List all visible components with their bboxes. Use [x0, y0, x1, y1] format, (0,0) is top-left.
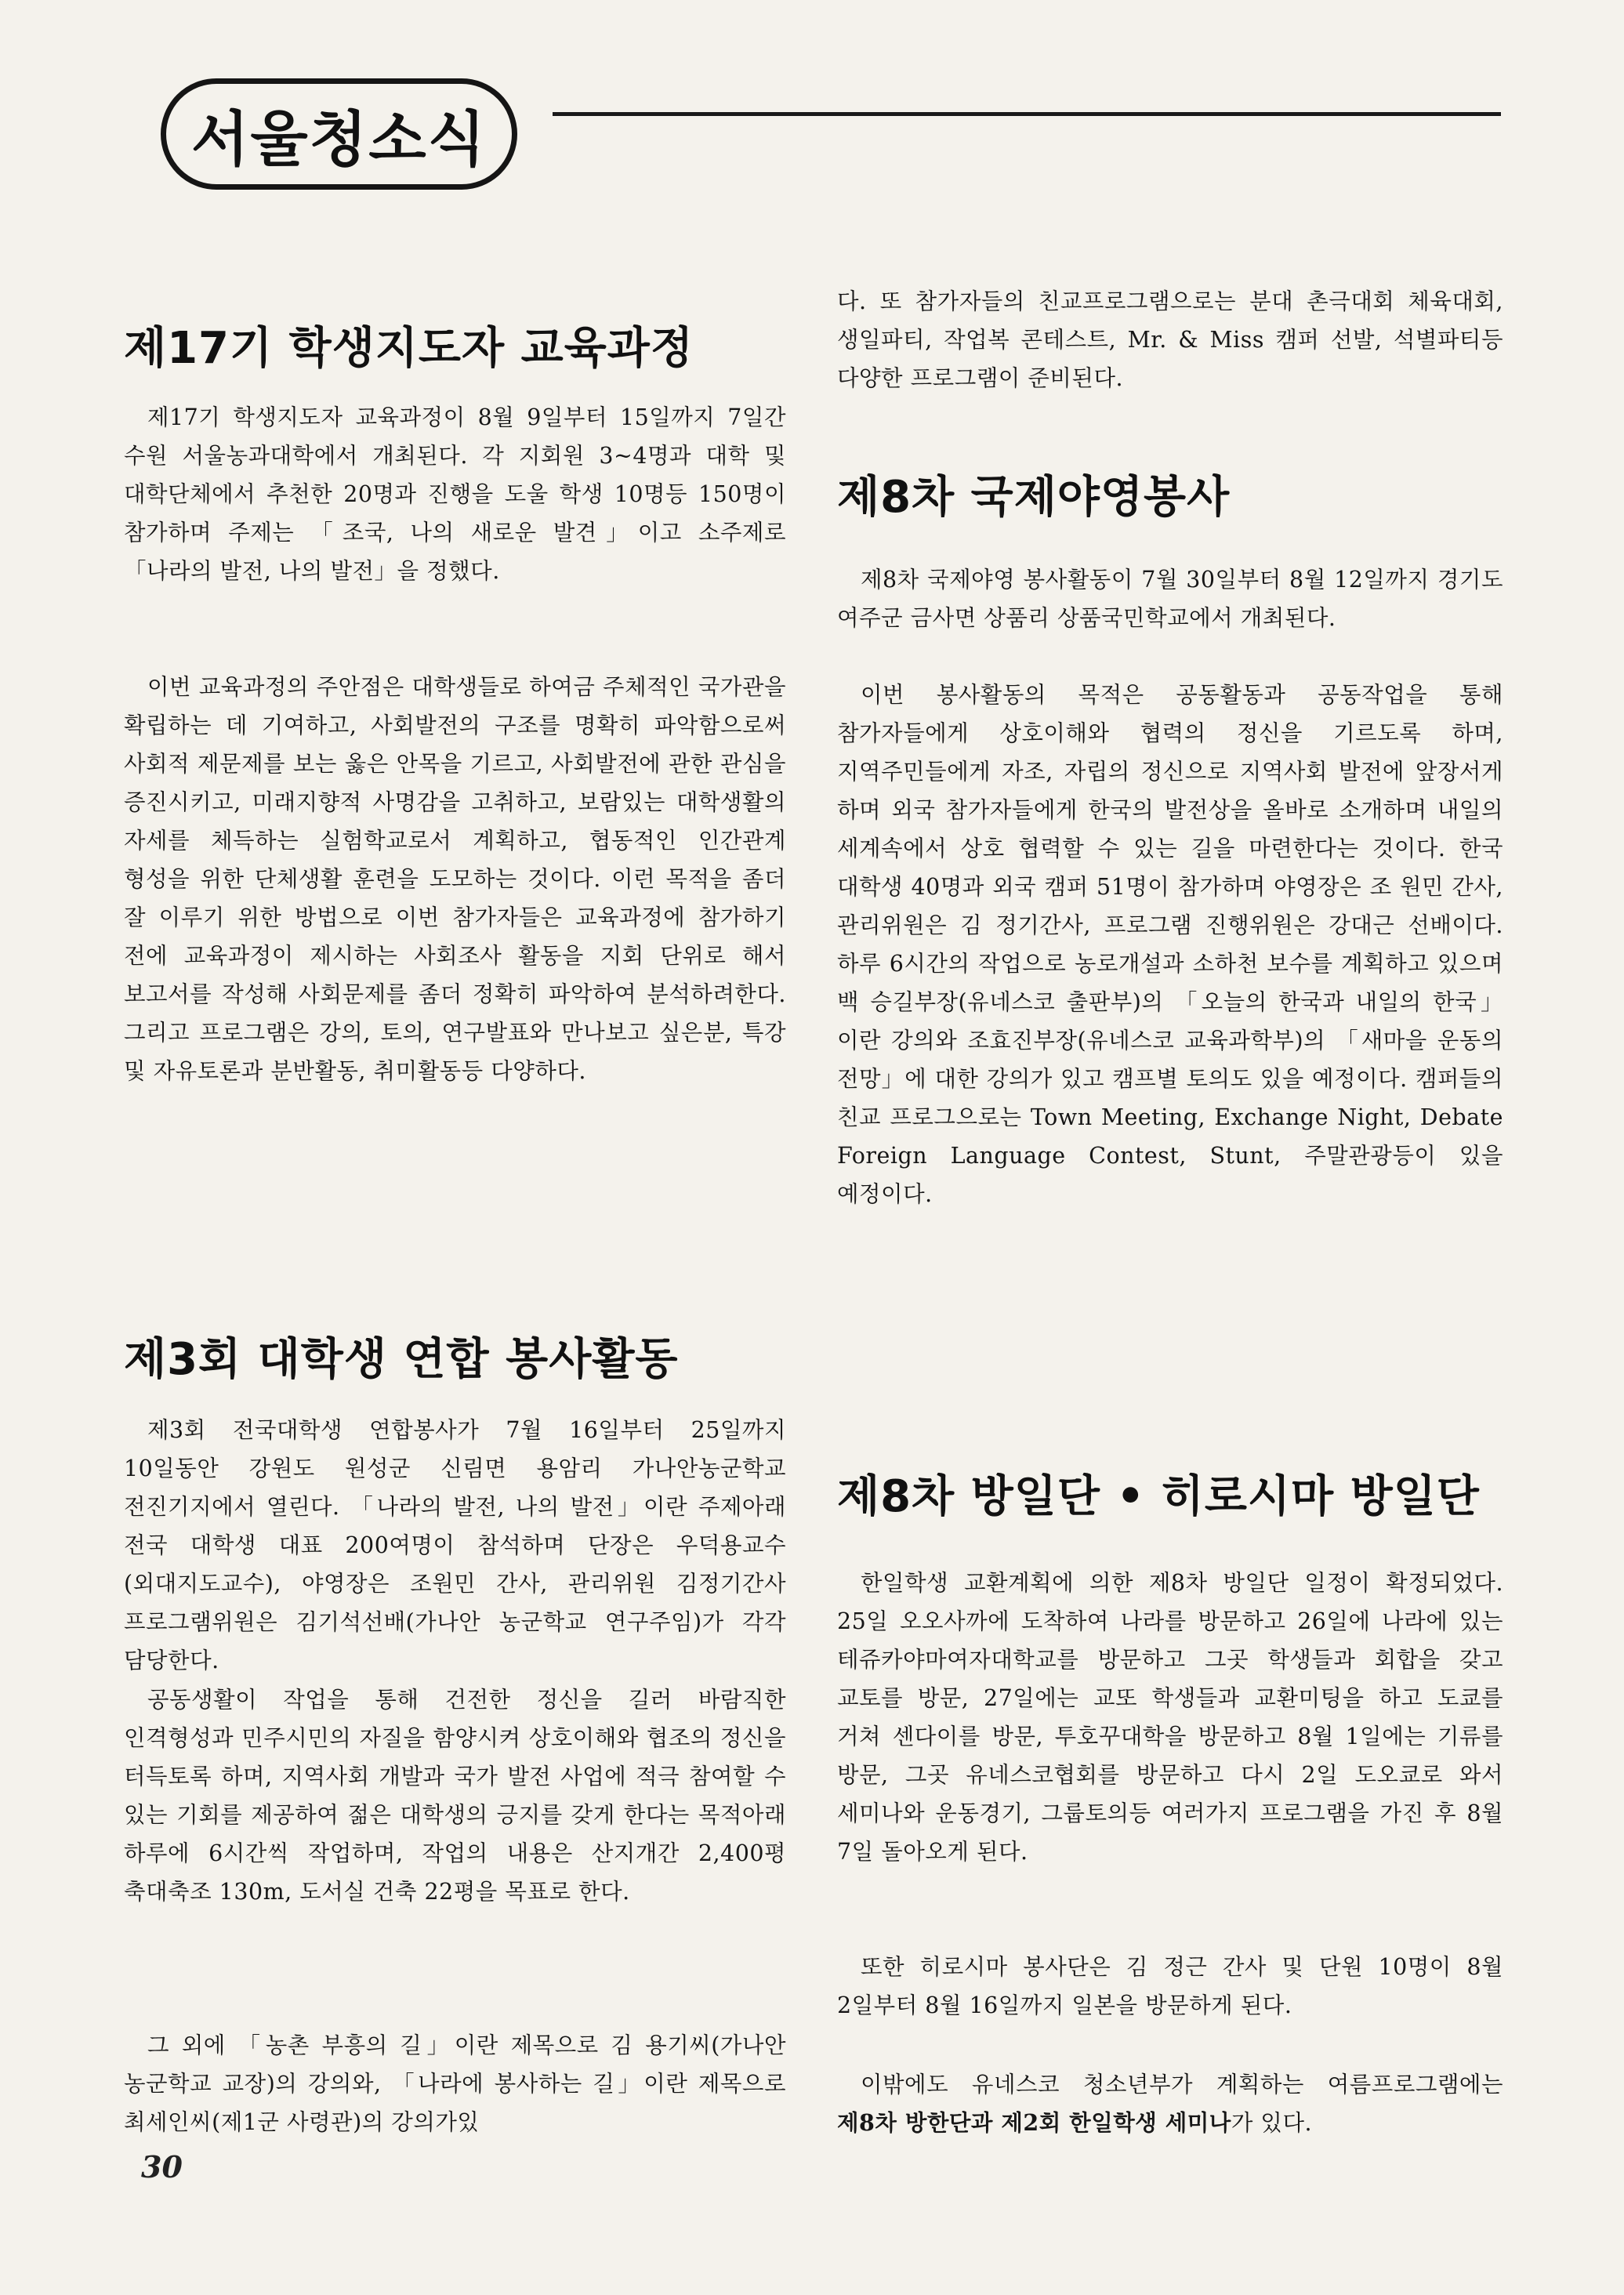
section-heading-international-camp: 제8차 국제야영봉사	[837, 472, 1231, 523]
masthead-badge	[161, 78, 517, 190]
masthead-rule	[553, 112, 1501, 116]
paragraph-volunteer-overview: 제3회 전국대학생 연합봉사가 7월 16일부터 25일까지 10일동안 강원도 원성군 신림면 용암리 가나안농군학교 전진기지에서 열린다. 「나라의 발전, 나의 발전」이란 주제아래 전국 대학생 대표 200여명이 참석하며 단장은 우덕용교수(외대지도교수), 야영장은 조원민 간사, 관리위원 김정기간사 프로그램위원은 김기석선배(가나안 농군학교 연구주임)가 각각 담당한다.	[124, 1417, 786, 1673]
section-heading-student-leader-course: 제17기 학생지도자 교육과정	[124, 323, 694, 374]
paragraph-course-goals: 이번 교육과정의 주안점은 대학생들로 하여금 주체적인 국가관을 확립하는 데 기여하고, 사회발전의 구조를 명확히 파악함으로써 사회적 제문제를 보는 옳은 안목을 기르고, 사회발전에 관한 관심을 증진시키고, 미래지향적 사명감을 고취하고, 보람있는 대학생활의 자세를 체득하는 실험학교로서 계획하고, 협동적인 인간관계 형성을 위한 단체생활 훈련을 도모하는 것이다. 이런 목적을 좀더 잘 이루기 위한 방법으로 이번 참가자들은 교육과정에 참가하기 전에 교육과정이 제시하는 사회조사 활동을 지회 단위로 해서 보고서를 작성해 사회문제를 좀더 정확히 파악하여 분석하려한다. 그리고 프로그램은 강의, 토의, 연구발표와 만나보고 싶은분, 특강 및 자유토론과 분반활동, 취미활동등 다양하다.	[124, 674, 786, 1084]
section-heading-japan-visit: 제8차 방일단 • 히로시마 방일단	[837, 1471, 1480, 1522]
closing-text-highlight: 제8차 방한단과 제2회 한일학생 세미나	[837, 2109, 1231, 2136]
page-number: 30	[141, 2149, 183, 2184]
paragraph-course-overview: 제17기 학생지도자 교육과정이 8월 9일부터 15일까지 7일간 수원 서울농과대학에서 개최된다. 각 지회원 3~4명과 대학 및 대학단체에서 추천한 20명과 진행을 도울 학생 10명등 150명이 참가하며 주제는 「조국, 나의 새로운 발견」이고 소주제로 「나라의 발전, 나의 발전」을 정했다.	[124, 404, 786, 584]
paragraph-japan-itinerary: 한일학생 교환계획에 의한 제8차 방일단 일정이 확정되었다. 25일 오오사까에 도착하여 나라를 방문하고 26일에 나라에 있는 테쥬카야마여자대학교를 방문하고 그곳 학생들과 회합을 갖고 교토를 방문, 27일에는 교또 학생들과 교환미팅을 하고 도쿄를 거쳐 센다이를 방문, 투호꾸대학을 방문하고 8월 1일에는 기류를 방문, 그곳 유네스코협회를 방문하고 다시 2일 도오쿄로 와서 세미나와 운동경기, 그룹토의등 여러가지 프로그램을 가진 후 8월 7일 돌아오게 된다.	[837, 1570, 1503, 1865]
closing-text-suffix: 가 있다.	[1231, 2110, 1313, 2136]
paragraph-closing	[837, 2065, 1503, 2142]
paragraph-camp-goals: 이번 봉사활동의 목적은 공동활동과 공동작업을 통해 참가자들에게 상호이해와 협력의 정신을 기르도록 하며, 지역주민들에게 자조, 자립의 정신으로 지역사회 발전에 앞장서게 하며 외국 참가자들에게 한국의 발전상을 올바로 소개하며 내일의 세계속에서 상호 협력할 수 있는 길을 마련한다는 것이다. 한국 대학생 40명과 외국 캠퍼 51명이 참가하며 야영장은 조 원민 간사, 관리위원은 김 정기간사, 프로그램 진행위원은 강대근 선배이다. 하루 6시간의 작업으로 농로개설과 소하천 보수를 계획하고 있으며 백 승길부장(유네스코 출판부)의 「오늘의 한국과 내일의 한국」이란 강의와 조효진부장(유네스코 교육과학부)의 「새마을 운동의 전망」에 대한 강의가 있고 캠프별 토의도 있을 예정이다. 캠퍼들의 친교 프로그으로는 Town Meeting, Exchange Night, Debate Foreign Language Contest, Stunt, 주말관광등이 있을 예정이다.	[837, 682, 1503, 1207]
closing-text-prefix: 이밖에도 유네스코 청소년부가 계획하는 여름프로그램에는	[861, 2072, 1503, 2097]
paragraph-hiroshima: 또한 히로시마 봉사단은 김 정근 간사 및 단원 10명이 8월 2일부터 8월 16일까지 일본을 방문하게 된다.	[837, 1954, 1503, 2018]
paragraph-continuation: 다. 또 참가자들의 친교프로그램으로는 분대 촌극대회 체육대회, 생일파티, 작업복 콘테스트, Mr. & Miss 캠퍼 선발, 석별파티등 다양한 프로그램이 준비된다.	[837, 288, 1503, 391]
masthead-title: 서울청소식	[190, 103, 488, 174]
paragraph-volunteer-lectures: 그 외에 「농촌 부흥의 길」이란 제목으로 김 용기씨(가나안 농군학교 교장)의 강의와, 「나라에 봉사하는 길」이란 제목으로 최세인씨(제1군 사령관)의 강의가있	[124, 2032, 786, 2135]
paragraph-camp-overview: 제8차 국제야영 봉사활동이 7월 30일부터 8월 12일까지 경기도 여주군 금사면 상품리 상품국민학교에서 개최된다.	[837, 567, 1503, 631]
paragraph-volunteer-goals: 공동생활이 작업을 통해 건전한 정신을 길러 바람직한 인격형성과 민주시민의 자질을 함양시켜 상호이해와 협조의 정신을 터득토록 하며, 지역사회 개발과 국가 발전 사업에 적극 참여할 수 있는 기회를 제공하여 젊은 대학생의 긍지를 갖게 한다는 목적아래 하루에 6시간씩 작업하며, 작업의 내용은 산지개간 2,400평 축대축조 130m, 도서실 건축 22평을 목표로 한다.	[124, 1687, 786, 1905]
section-heading-volunteer-service: 제3회 대학생 연합 봉사활동	[124, 1334, 679, 1385]
